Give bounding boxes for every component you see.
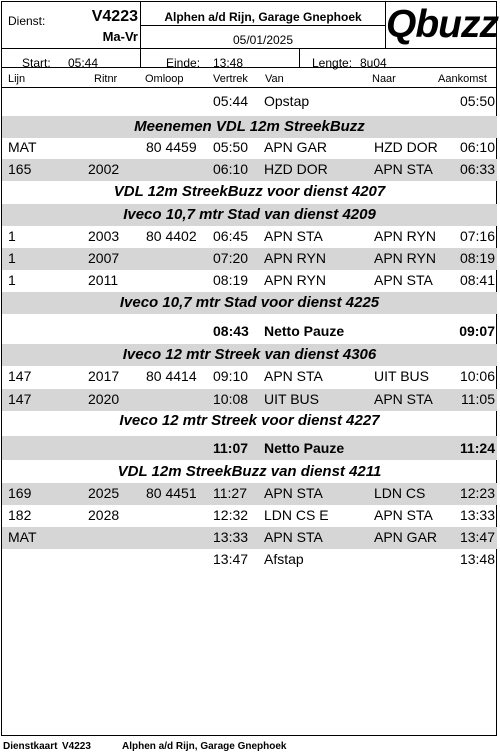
section-header-row	[2, 181, 497, 203]
col-header-van: Van	[265, 73, 284, 85]
dienst-label: Dienst:	[8, 14, 46, 28]
section-title: VDL 12m StreekBuzz van dienst 4211	[117, 463, 382, 480]
footer-dienst: V4223	[62, 741, 91, 752]
cell-naar: APN RYN	[374, 250, 436, 266]
lengte-value: 8u04	[360, 56, 387, 70]
start-time: 05:44	[68, 56, 99, 70]
trip-row	[2, 226, 497, 248]
cell-ritnr: 2007	[88, 250, 120, 266]
col-header-vertrek: Vertrek	[213, 73, 248, 85]
cell-ritnr: 2028	[88, 507, 120, 523]
cell-vertrek: 13:47	[213, 551, 249, 567]
cell-vertrek: 08:43	[213, 323, 249, 339]
trip-row	[2, 91, 497, 113]
start-label: Start:	[22, 56, 51, 70]
section-header-row	[2, 344, 497, 366]
cell-vertrek: 11:07	[213, 440, 249, 456]
cell-van: UIT BUS	[264, 391, 319, 407]
trip-row	[2, 366, 497, 388]
cell-aankomst: 12:23	[459, 485, 495, 501]
cell-van: Afstap	[264, 551, 304, 567]
trip-row	[2, 270, 497, 292]
cell-aankomst: 11:24	[459, 440, 495, 456]
cell-aankomst: 08:41	[459, 272, 495, 288]
cell-van: Netto Pauze	[264, 323, 345, 339]
cell-van: APN GAR	[264, 139, 328, 155]
cell-naar: LDN CS	[374, 485, 426, 501]
cell-ritnr: 2002	[88, 161, 120, 177]
einde-time: 13:48	[213, 56, 244, 70]
section-header-row	[2, 204, 497, 226]
cell-van: HZD DOR	[264, 161, 328, 177]
cell-aankomst: 09:07	[459, 323, 495, 339]
section-title: Iveco 12 mtr Streek van dienst 4306	[122, 346, 377, 363]
cell-naar: APN STA	[374, 272, 433, 288]
cell-aankomst: 13:33	[459, 507, 495, 523]
cell-lijn: MAT	[8, 139, 37, 155]
cell-vertrek: 05:50	[213, 139, 249, 155]
cell-vertrek: 08:19	[213, 272, 249, 288]
trip-row	[2, 248, 497, 270]
cell-aankomst: 13:48	[459, 551, 495, 567]
footer-garage: Alphen a/d Rijn, Garage Gnephoek	[122, 741, 287, 752]
section-header-row	[2, 461, 497, 483]
cell-vertrek: 11:27	[213, 485, 247, 501]
col-header-naar: Naar	[372, 73, 396, 85]
cell-naar: APN RYN	[374, 228, 436, 244]
cell-van: APN STA	[264, 529, 323, 545]
cell-aankomst: 06:33	[459, 161, 495, 177]
garage-name: Alphen a/d Rijn, Garage Gnephoek	[164, 10, 362, 24]
cell-ritnr: 2017	[88, 368, 120, 384]
cell-aankomst: 07:16	[459, 228, 495, 244]
section-title: VDL 12m StreekBuzz voor dienst 4207	[113, 183, 386, 200]
qbuzz-logo: Qbuzz	[386, 3, 498, 46]
cell-naar: APN GAR	[374, 529, 438, 545]
col-header-omloop: Omloop	[145, 73, 184, 85]
cell-omloop: 80 4402	[146, 228, 197, 244]
section-header-row	[2, 116, 497, 138]
trip-row	[2, 159, 497, 181]
section-title: Iveco 10,7 mtr Stad van dienst 4209	[123, 206, 376, 223]
dienst-date: 05/01/2025	[232, 33, 294, 47]
dienst-days: Ma-Vr	[102, 29, 138, 44]
cell-vertrek: 06:45	[213, 228, 249, 244]
col-header-lijn: Lijn	[8, 73, 26, 85]
cell-aankomst: 11:05	[461, 391, 495, 407]
footer-label: Dienstkaart	[3, 741, 58, 752]
cell-lijn: 1	[8, 250, 16, 266]
cell-omloop: 80 4451	[146, 485, 197, 501]
cell-lijn: 1	[8, 272, 16, 288]
cell-van: Opstap	[264, 93, 310, 109]
section-title: Iveco 12 mtr Streek voor dienst 4227	[119, 412, 380, 429]
cell-vertrek: 05:44	[213, 93, 249, 109]
trip-row	[2, 505, 497, 527]
trip-row	[2, 549, 497, 571]
cell-lijn: 165	[8, 161, 32, 177]
pause-row	[2, 436, 497, 460]
cell-naar: UIT BUS	[374, 368, 429, 384]
cell-van: APN RYN	[264, 250, 326, 266]
trip-row	[2, 137, 497, 159]
cell-lijn: 182	[8, 507, 32, 523]
section-title: Meenemen VDL 12m StreekBuzz	[134, 118, 365, 135]
cell-naar: APN STA	[374, 507, 433, 523]
cell-aankomst: 10:06	[459, 368, 495, 384]
cell-van: APN RYN	[264, 272, 326, 288]
cell-naar: APN STA	[374, 391, 433, 407]
cell-aankomst: 05:50	[459, 93, 495, 109]
cell-van: APN STA	[264, 368, 323, 384]
trip-row	[2, 527, 497, 549]
header-divider	[2, 87, 497, 88]
cell-van: Netto Pauze	[264, 440, 345, 456]
cell-van: APN STA	[264, 228, 323, 244]
cell-ritnr: 2003	[88, 228, 120, 244]
cell-aankomst: 06:10	[459, 139, 495, 155]
cell-lijn: MAT	[8, 529, 37, 545]
cell-van: APN STA	[264, 485, 323, 501]
cell-lijn: 169	[8, 485, 32, 501]
cell-ritnr: 2025	[88, 485, 120, 501]
cell-ritnr: 2020	[88, 391, 120, 407]
cell-vertrek: 07:20	[213, 250, 249, 266]
col-header-aankomst: Aankomst	[438, 73, 487, 85]
trip-row	[2, 483, 497, 505]
trip-row	[2, 389, 497, 411]
cell-ritnr: 2011	[88, 272, 119, 288]
cell-lijn: 1	[8, 228, 16, 244]
cell-omloop: 80 4459	[146, 139, 197, 155]
cell-van: LDN CS E	[264, 507, 329, 523]
cell-vertrek: 13:33	[213, 529, 249, 545]
lengte-label: Lengte:	[312, 56, 353, 70]
cell-vertrek: 09:10	[213, 368, 249, 384]
pause-row	[2, 319, 497, 343]
section-header-row	[2, 292, 497, 314]
cell-naar: APN STA	[374, 161, 433, 177]
section-title: Iveco 10,7 mtr Stad voor dienst 4225	[119, 294, 380, 311]
cell-aankomst: 13:47	[459, 529, 495, 545]
einde-label: Einde:	[166, 56, 201, 70]
dienst-number: V4223	[91, 8, 138, 25]
section-header-row	[2, 410, 497, 432]
cell-naar: HZD DOR	[374, 139, 438, 155]
col-header-ritnr: Ritnr	[94, 73, 118, 85]
cell-lijn: 147	[8, 368, 32, 384]
cell-aankomst: 08:19	[459, 250, 495, 266]
cell-lijn: 147	[8, 391, 32, 407]
cell-vertrek: 12:32	[213, 507, 249, 523]
cell-vertrek: 06:10	[213, 161, 249, 177]
cell-vertrek: 10:08	[213, 391, 249, 407]
cell-omloop: 80 4414	[146, 368, 197, 384]
